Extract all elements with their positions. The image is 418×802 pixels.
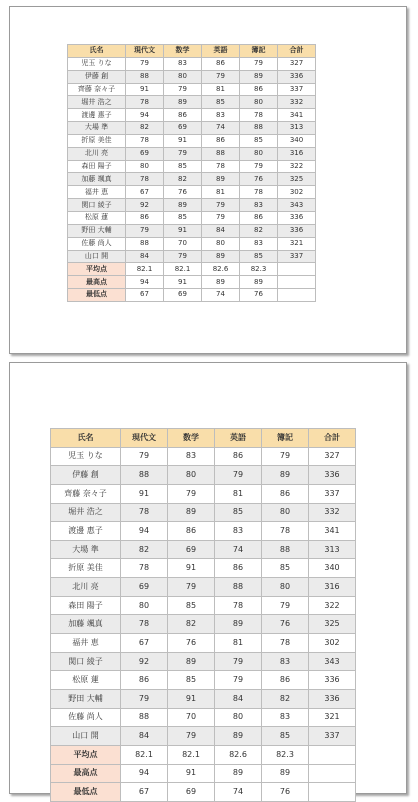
math-cell: 79: [168, 727, 215, 746]
stat-value: 82.6: [202, 263, 240, 276]
table-row: [51, 484, 356, 503]
stat-value: 82.6: [215, 745, 262, 764]
bookkeeping-cell: 86: [262, 671, 309, 690]
name-cell: 伊藤 創: [51, 466, 121, 485]
header-modern-japanese: 現代文: [126, 45, 164, 58]
math-cell: 89: [168, 503, 215, 522]
total-cell: 316: [278, 147, 316, 160]
table-row: [51, 596, 356, 615]
total-cell: 341: [278, 109, 316, 122]
bookkeeping-cell: 79: [240, 160, 278, 173]
stat-value: 91: [164, 276, 202, 289]
english-cell: 86: [215, 559, 262, 578]
math-cell: 85: [164, 211, 202, 224]
math-cell: 89: [168, 652, 215, 671]
total-cell: 340: [278, 134, 316, 147]
total-cell: 327: [278, 57, 316, 70]
math-cell: 89: [164, 96, 202, 109]
stat-row: [51, 764, 356, 783]
stat-value: 74: [202, 289, 240, 302]
english-cell: 85: [202, 96, 240, 109]
modern-japanese-cell: 80: [126, 160, 164, 173]
total-cell: 327: [309, 447, 356, 466]
name-cell: 折原 美佳: [51, 559, 121, 578]
modern-japanese-cell: 79: [126, 57, 164, 70]
total-cell: 337: [309, 484, 356, 503]
math-cell: 85: [168, 596, 215, 615]
total-cell: 336: [278, 70, 316, 83]
bookkeeping-cell: 85: [240, 250, 278, 263]
table-row: [68, 147, 316, 160]
name-cell: 森田 陽子: [68, 160, 126, 173]
bookkeeping-cell: 82: [240, 224, 278, 237]
total-cell: 325: [278, 173, 316, 186]
total-cell: 332: [309, 503, 356, 522]
stat-label: 最高点: [51, 764, 121, 783]
table-row: [68, 109, 316, 122]
header-math: 数学: [164, 45, 202, 58]
header-bookkeeping: 簿記: [240, 45, 278, 58]
bookkeeping-cell: 85: [262, 559, 309, 578]
name-cell: 伊藤 創: [68, 70, 126, 83]
modern-japanese-cell: 82: [126, 122, 164, 135]
modern-japanese-cell: 82: [121, 540, 168, 559]
name-cell: 北川 亮: [68, 147, 126, 160]
math-cell: 85: [164, 160, 202, 173]
modern-japanese-cell: 79: [121, 689, 168, 708]
english-cell: 74: [202, 122, 240, 135]
total-cell: 337: [309, 727, 356, 746]
modern-japanese-cell: 79: [126, 224, 164, 237]
header-total: 合計: [309, 429, 356, 448]
modern-japanese-cell: 84: [121, 727, 168, 746]
math-cell: 79: [168, 578, 215, 597]
table-row: [51, 671, 356, 690]
bookkeeping-cell: 83: [262, 708, 309, 727]
name-cell: 折原 美佳: [68, 134, 126, 147]
modern-japanese-cell: 94: [121, 522, 168, 541]
stat-value: 89: [262, 764, 309, 783]
math-cell: 89: [164, 199, 202, 212]
bookkeeping-cell: 83: [240, 199, 278, 212]
english-cell: 78: [215, 596, 262, 615]
english-cell: 89: [202, 250, 240, 263]
page-2-preview: [9, 362, 407, 794]
name-cell: 北川 亮: [51, 578, 121, 597]
english-cell: 80: [215, 708, 262, 727]
stat-value: 76: [262, 783, 309, 802]
table-row: [68, 224, 316, 237]
math-cell: 86: [168, 522, 215, 541]
modern-japanese-cell: 91: [126, 83, 164, 96]
header-row: [51, 429, 356, 448]
bookkeeping-cell: 80: [240, 147, 278, 160]
bookkeeping-cell: 76: [262, 615, 309, 634]
math-cell: 70: [164, 237, 202, 250]
english-cell: 88: [202, 147, 240, 160]
name-cell: 大場 準: [51, 540, 121, 559]
score-table: [50, 428, 356, 802]
english-cell: 83: [202, 109, 240, 122]
english-cell: 79: [215, 652, 262, 671]
math-cell: 91: [168, 689, 215, 708]
name-cell: 山口 開: [51, 727, 121, 746]
stat-value: 74: [215, 783, 262, 802]
stat-label: 最低点: [68, 289, 126, 302]
math-cell: 91: [164, 224, 202, 237]
stat-value: 82.3: [262, 745, 309, 764]
header-total: 合計: [278, 45, 316, 58]
english-cell: 86: [202, 57, 240, 70]
name-cell: 佐藤 尚人: [51, 708, 121, 727]
stat-value: 67: [121, 783, 168, 802]
modern-japanese-cell: 88: [126, 237, 164, 250]
total-cell: 337: [278, 250, 316, 263]
math-cell: 91: [164, 134, 202, 147]
modern-japanese-cell: 88: [121, 466, 168, 485]
modern-japanese-cell: 78: [121, 503, 168, 522]
name-cell: 渡邊 惠子: [68, 109, 126, 122]
total-cell: 321: [309, 708, 356, 727]
total-cell: 336: [309, 466, 356, 485]
total-cell: 337: [278, 83, 316, 96]
diagonal-empty-cell: [278, 263, 316, 276]
bookkeeping-cell: 83: [240, 237, 278, 250]
table-row: [68, 134, 316, 147]
name-cell: 山口 開: [68, 250, 126, 263]
total-cell: 332: [278, 96, 316, 109]
bookkeeping-cell: 89: [262, 466, 309, 485]
bookkeeping-cell: 86: [262, 484, 309, 503]
table-row: [68, 160, 316, 173]
bookkeeping-cell: 79: [262, 596, 309, 615]
total-cell: 336: [309, 689, 356, 708]
bookkeeping-cell: 85: [262, 727, 309, 746]
table-row: [68, 122, 316, 135]
table-row: [68, 199, 316, 212]
bookkeeping-cell: 78: [262, 634, 309, 653]
header-modern-japanese: 現代文: [121, 429, 168, 448]
english-cell: 85: [215, 503, 262, 522]
math-cell: 83: [168, 447, 215, 466]
header-english: 英語: [215, 429, 262, 448]
table-row: [51, 578, 356, 597]
stat-value: 82.1: [126, 263, 164, 276]
table-row: [68, 211, 316, 224]
stat-label: 平均点: [51, 745, 121, 764]
math-cell: 83: [164, 57, 202, 70]
bookkeeping-cell: 86: [240, 211, 278, 224]
stat-value: 94: [121, 764, 168, 783]
stat-value: 82.1: [168, 745, 215, 764]
math-cell: 79: [164, 147, 202, 160]
bookkeeping-cell: 85: [240, 134, 278, 147]
stat-value: 82.1: [121, 745, 168, 764]
name-cell: 齊藤 奈々子: [51, 484, 121, 503]
name-cell: 松原 蓮: [68, 211, 126, 224]
english-cell: 81: [202, 186, 240, 199]
modern-japanese-cell: 78: [121, 559, 168, 578]
math-cell: 80: [168, 466, 215, 485]
stat-value: 89: [240, 276, 278, 289]
bookkeeping-cell: 76: [240, 173, 278, 186]
table-row: [51, 615, 356, 634]
modern-japanese-cell: 67: [121, 634, 168, 653]
name-cell: 児玉 りな: [51, 447, 121, 466]
table-row: [51, 522, 356, 541]
english-cell: 83: [215, 522, 262, 541]
page-1-preview: [9, 6, 407, 354]
stat-row: [68, 276, 316, 289]
bookkeeping-cell: 88: [262, 540, 309, 559]
modern-japanese-cell: 88: [121, 708, 168, 727]
modern-japanese-cell: 78: [126, 173, 164, 186]
english-cell: 89: [215, 615, 262, 634]
english-cell: 84: [202, 224, 240, 237]
english-cell: 86: [202, 134, 240, 147]
name-cell: 堀井 浩之: [68, 96, 126, 109]
table-row: [68, 250, 316, 263]
english-cell: 81: [202, 83, 240, 96]
english-cell: 81: [215, 634, 262, 653]
modern-japanese-cell: 78: [121, 615, 168, 634]
modern-japanese-cell: 84: [126, 250, 164, 263]
stat-row: [51, 783, 356, 802]
name-cell: 齊藤 奈々子: [68, 83, 126, 96]
stat-value: 69: [164, 289, 202, 302]
diagonal-empty-cell: [278, 276, 316, 289]
bookkeeping-cell: 88: [240, 122, 278, 135]
total-cell: 302: [309, 634, 356, 653]
modern-japanese-cell: 91: [121, 484, 168, 503]
bookkeeping-cell: 80: [240, 96, 278, 109]
modern-japanese-cell: 92: [126, 199, 164, 212]
table-row: [51, 447, 356, 466]
table-row: [51, 540, 356, 559]
modern-japanese-cell: 69: [121, 578, 168, 597]
total-cell: 313: [278, 122, 316, 135]
modern-japanese-cell: 79: [121, 447, 168, 466]
modern-japanese-cell: 88: [126, 70, 164, 83]
math-cell: 91: [168, 559, 215, 578]
stat-value: 67: [126, 289, 164, 302]
diagonal-empty-cell: [309, 783, 356, 802]
math-cell: 80: [164, 70, 202, 83]
stat-value: 82.1: [164, 263, 202, 276]
math-cell: 82: [168, 615, 215, 634]
total-cell: 322: [309, 596, 356, 615]
total-cell: 336: [309, 671, 356, 690]
total-cell: 302: [278, 186, 316, 199]
bookkeeping-cell: 83: [262, 652, 309, 671]
stat-value: 89: [215, 764, 262, 783]
name-cell: 関口 綾子: [51, 652, 121, 671]
table-row: [51, 466, 356, 485]
stat-value: 82.3: [240, 263, 278, 276]
total-cell: 322: [278, 160, 316, 173]
header-name: 氏名: [51, 429, 121, 448]
modern-japanese-cell: 86: [126, 211, 164, 224]
name-cell: 野田 大輔: [51, 689, 121, 708]
modern-japanese-cell: 67: [126, 186, 164, 199]
table-row: [51, 634, 356, 653]
bookkeeping-cell: 79: [240, 57, 278, 70]
table-row: [51, 727, 356, 746]
name-cell: 関口 綾子: [68, 199, 126, 212]
name-cell: 松原 蓮: [51, 671, 121, 690]
stat-row: [51, 745, 356, 764]
modern-japanese-cell: 69: [126, 147, 164, 160]
name-cell: 福井 恵: [68, 186, 126, 199]
header-name: 氏名: [68, 45, 126, 58]
stat-label: 平均点: [68, 263, 126, 276]
bookkeeping-cell: 80: [262, 578, 309, 597]
name-cell: 福井 恵: [51, 634, 121, 653]
table-row: [68, 237, 316, 250]
stat-value: 69: [168, 783, 215, 802]
english-cell: 80: [202, 237, 240, 250]
english-cell: 88: [215, 578, 262, 597]
math-cell: 82: [164, 173, 202, 186]
header-row: [68, 45, 316, 58]
bookkeeping-cell: 80: [262, 503, 309, 522]
english-cell: 89: [202, 173, 240, 186]
math-cell: 79: [164, 250, 202, 263]
total-cell: 325: [309, 615, 356, 634]
name-cell: 野田 大輔: [68, 224, 126, 237]
stat-label: 最低点: [51, 783, 121, 802]
english-cell: 79: [215, 671, 262, 690]
name-cell: 堀井 浩之: [51, 503, 121, 522]
english-cell: 89: [215, 727, 262, 746]
name-cell: 児玉 りな: [68, 57, 126, 70]
stat-value: 91: [168, 764, 215, 783]
bookkeeping-cell: 82: [262, 689, 309, 708]
english-cell: 74: [215, 540, 262, 559]
bookkeeping-cell: 89: [240, 70, 278, 83]
header-bookkeeping: 簿記: [262, 429, 309, 448]
modern-japanese-cell: 94: [126, 109, 164, 122]
modern-japanese-cell: 92: [121, 652, 168, 671]
table-row: [51, 689, 356, 708]
diagonal-empty-cell: [309, 764, 356, 783]
table-row: [68, 96, 316, 109]
math-cell: 69: [168, 540, 215, 559]
modern-japanese-cell: 80: [121, 596, 168, 615]
name-cell: 渡邊 惠子: [51, 522, 121, 541]
bookkeeping-cell: 78: [262, 522, 309, 541]
bookkeeping-cell: 79: [262, 447, 309, 466]
english-cell: 79: [202, 199, 240, 212]
table-row: [51, 652, 356, 671]
total-cell: 313: [309, 540, 356, 559]
total-cell: 316: [309, 578, 356, 597]
stat-label: 最高点: [68, 276, 126, 289]
total-cell: 321: [278, 237, 316, 250]
bookkeeping-cell: 78: [240, 109, 278, 122]
name-cell: 佐藤 尚人: [68, 237, 126, 250]
stat-row: [68, 289, 316, 302]
math-cell: 76: [164, 186, 202, 199]
stat-value: 76: [240, 289, 278, 302]
english-cell: 79: [215, 466, 262, 485]
header-english: 英語: [202, 45, 240, 58]
english-cell: 78: [202, 160, 240, 173]
bookkeeping-cell: 78: [240, 186, 278, 199]
math-cell: 76: [168, 634, 215, 653]
total-cell: 343: [309, 652, 356, 671]
math-cell: 85: [168, 671, 215, 690]
english-cell: 84: [215, 689, 262, 708]
math-cell: 69: [164, 122, 202, 135]
math-cell: 79: [164, 83, 202, 96]
name-cell: 加藤 颯真: [51, 615, 121, 634]
total-cell: 341: [309, 522, 356, 541]
english-cell: 79: [202, 70, 240, 83]
total-cell: 343: [278, 199, 316, 212]
name-cell: 大場 準: [68, 122, 126, 135]
stat-row: [68, 263, 316, 276]
stat-value: 94: [126, 276, 164, 289]
table-row: [68, 83, 316, 96]
math-cell: 86: [164, 109, 202, 122]
total-cell: 336: [278, 224, 316, 237]
diagonal-empty-cell: [309, 745, 356, 764]
table-row: [51, 708, 356, 727]
stat-value: 89: [202, 276, 240, 289]
table-row: [68, 173, 316, 186]
table-row: [68, 70, 316, 83]
total-cell: 340: [309, 559, 356, 578]
total-cell: 336: [278, 211, 316, 224]
english-cell: 79: [202, 211, 240, 224]
table-row: [51, 503, 356, 522]
score-table: [67, 44, 316, 302]
modern-japanese-cell: 78: [126, 96, 164, 109]
table-row: [68, 186, 316, 199]
name-cell: 森田 陽子: [51, 596, 121, 615]
header-math: 数学: [168, 429, 215, 448]
modern-japanese-cell: 78: [126, 134, 164, 147]
name-cell: 加藤 颯真: [68, 173, 126, 186]
table-row: [68, 57, 316, 70]
diagonal-empty-cell: [278, 289, 316, 302]
modern-japanese-cell: 86: [121, 671, 168, 690]
math-cell: 70: [168, 708, 215, 727]
english-cell: 86: [215, 447, 262, 466]
bookkeeping-cell: 86: [240, 83, 278, 96]
table-row: [51, 559, 356, 578]
math-cell: 79: [168, 484, 215, 503]
english-cell: 81: [215, 484, 262, 503]
